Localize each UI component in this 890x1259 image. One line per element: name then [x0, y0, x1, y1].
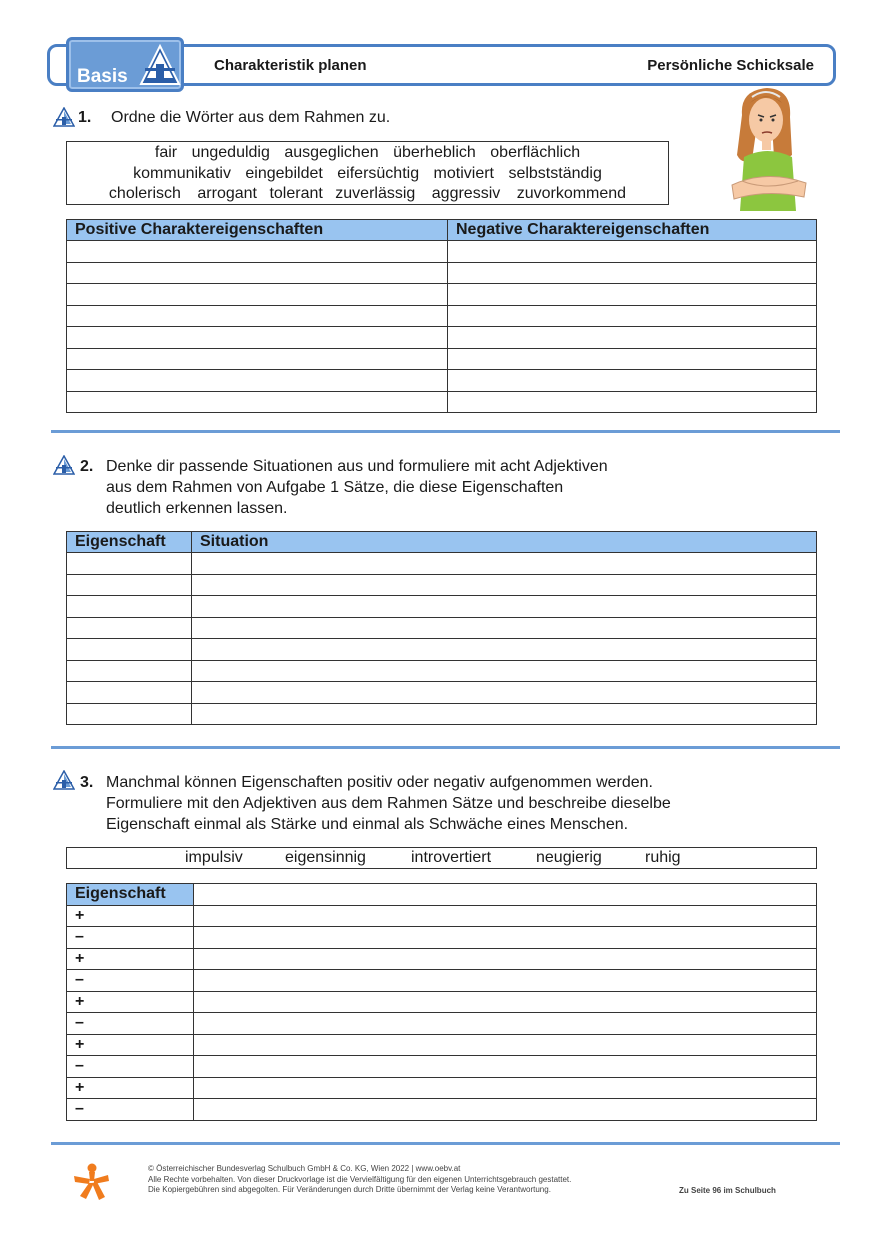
answer-cell[interactable] [192, 553, 817, 575]
table-row [67, 905, 817, 927]
table-row [67, 391, 817, 413]
word: kommunikativ [133, 164, 231, 182]
level-triangle-icon [139, 44, 181, 86]
word: eingebildet [245, 164, 323, 182]
basis-triangle-icon [53, 107, 75, 127]
table-row [67, 370, 817, 392]
table-row [67, 241, 817, 263]
answer-cell[interactable] [448, 262, 817, 284]
word-box [66, 141, 669, 205]
task-number: 3. [80, 774, 94, 791]
header-blank-cell [194, 884, 817, 906]
column-header-positive: Positive Charaktereigenschaften [67, 220, 448, 241]
table-row [67, 682, 817, 704]
table-row [67, 617, 817, 639]
word: ausgeglichen [284, 144, 379, 161]
table-row [67, 1099, 817, 1121]
column-header-trait: Eigenschaft [67, 884, 194, 906]
answer-cell[interactable] [448, 370, 817, 392]
answer-cell[interactable] [448, 348, 817, 370]
worksheet-title: Charakteristik planen [214, 57, 367, 74]
table-row [67, 327, 817, 349]
table-row [67, 305, 817, 327]
instruction-line: Formuliere mit den Adjektiven aus dem Rahmen Sätze und beschreibe dieselbe [106, 795, 671, 812]
task-number: 1. [78, 109, 92, 126]
answer-cell[interactable] [194, 927, 817, 949]
instruction-line: Denke dir passende Situationen aus und formuliere mit acht Adjektiven [106, 458, 608, 475]
table-row [67, 262, 817, 284]
answer-cell[interactable] [194, 948, 817, 970]
word: fair [154, 144, 178, 161]
answer-cell[interactable] [192, 703, 817, 725]
instruction-line: Manchmal können Eigenschaften positiv oder negativ aufgenommen werden. [106, 774, 653, 791]
sign-cell: + [67, 948, 194, 970]
answer-cell[interactable] [67, 703, 192, 725]
badge-label: Basis [77, 66, 128, 87]
word: arrogant [197, 185, 257, 202]
answer-cell[interactable] [67, 327, 448, 349]
answer-cell[interactable] [194, 1056, 817, 1078]
word-line [67, 184, 668, 205]
table-row [67, 553, 817, 575]
word-line [67, 164, 668, 185]
task-instruction [106, 772, 671, 835]
sign-cell: – [67, 1056, 194, 1078]
section-divider [51, 1142, 840, 1145]
word: überheblich [393, 144, 476, 161]
answer-cell[interactable] [448, 241, 817, 263]
answer-cell[interactable] [67, 660, 192, 682]
answer-cell[interactable] [448, 284, 817, 306]
textbook-reference: Zu Seite 96 im Schulbuch [679, 1186, 776, 1195]
word: oberflächlich [490, 144, 581, 161]
column-header-negative: Negative Charaktereigenschaften [448, 220, 817, 241]
instruction-line: Eigenschaft einmal als Stärke und einmal als Schwäche eines Menschen. [106, 816, 629, 833]
situation-table [66, 531, 817, 725]
answer-cell[interactable] [194, 905, 817, 927]
answer-cell[interactable] [194, 1077, 817, 1099]
word: selbstständig [508, 164, 602, 182]
character-traits-table [66, 219, 817, 413]
table-row [67, 574, 817, 596]
word: ruhig [645, 849, 681, 866]
strength-weakness-table [66, 883, 817, 1121]
task-instruction: Ordne die Wörter aus dem Rahmen zu. [111, 109, 391, 126]
instruction-line: aus dem Rahmen von Aufgabe 1 Sätze, die diese Eigenschaften [106, 479, 564, 496]
word-line [67, 143, 668, 164]
copyright-line: © Österreichischer Bundesverlag Schulbuch GmbH & Co. KG, Wien 2022 | www.oebv.at [148, 1164, 461, 1173]
table-row [67, 660, 817, 682]
sign-cell: + [67, 905, 194, 927]
table-row [67, 991, 817, 1013]
answer-cell[interactable] [448, 327, 817, 349]
sign-cell: + [67, 991, 194, 1013]
word: eigensinnig [285, 849, 366, 866]
table-row [67, 1056, 817, 1078]
table-row [67, 1034, 817, 1056]
word: zuvorkommend [516, 185, 627, 202]
answer-cell[interactable] [194, 1013, 817, 1035]
answer-cell[interactable] [194, 970, 817, 992]
answer-cell[interactable] [67, 348, 448, 370]
column-header-trait: Eigenschaft [67, 532, 192, 553]
table-row [67, 927, 817, 949]
answer-cell[interactable] [192, 574, 817, 596]
answer-cell[interactable] [192, 639, 817, 661]
answer-cell[interactable] [194, 1034, 817, 1056]
answer-cell[interactable] [194, 1099, 817, 1121]
answer-cell[interactable] [67, 617, 192, 639]
answer-cell[interactable] [192, 617, 817, 639]
answer-cell[interactable] [67, 574, 192, 596]
answer-cell[interactable] [67, 284, 448, 306]
answer-cell[interactable] [194, 991, 817, 1013]
sign-cell: – [67, 970, 194, 992]
table-row [67, 284, 817, 306]
table-row [67, 639, 817, 661]
sign-cell: – [67, 1013, 194, 1035]
word: tolerant [269, 185, 323, 202]
section-divider [51, 430, 840, 433]
worksheet-topic: Persönliche Schicksale [647, 57, 814, 74]
copyright-line: Alle Rechte vorbehalten. Von dieser Druckvorlage ist die Vervielfältigung für den eigenen Unterrichtsgebrauch gestattet. [148, 1174, 572, 1184]
word: ungeduldig [191, 144, 270, 161]
word: zuverlässig [335, 185, 416, 202]
sign-cell: + [67, 1077, 194, 1099]
answer-cell[interactable] [192, 682, 817, 704]
table-row [67, 348, 817, 370]
column-header-situation: Situation [192, 532, 817, 553]
answer-cell[interactable] [67, 596, 192, 618]
copyright-line: Die Kopiergebühren sind abgegolten. Für Veränderungen durch Dritte übernimmt der Verlag keine Verantwortung. [148, 1185, 551, 1194]
answer-cell[interactable] [67, 370, 448, 392]
word: aggressiv [431, 185, 501, 202]
level-badge [66, 37, 184, 92]
table-row [67, 1013, 817, 1035]
answer-cell[interactable] [67, 639, 192, 661]
word: motiviert [433, 164, 494, 182]
table-row [67, 970, 817, 992]
word: cholerisch [108, 185, 181, 202]
answer-cell[interactable] [67, 262, 448, 284]
table-row [67, 1077, 817, 1099]
word: neugierig [536, 849, 602, 866]
table-row [67, 948, 817, 970]
answer-cell[interactable] [67, 553, 192, 575]
table-row [67, 596, 817, 618]
basis-triangle-icon [53, 455, 75, 475]
section-divider [51, 746, 840, 749]
copyright-notice [148, 1164, 571, 1196]
word: introvertiert [411, 849, 492, 866]
answer-cell[interactable] [67, 391, 448, 413]
sign-cell: – [67, 927, 194, 949]
sign-cell: + [67, 1034, 194, 1056]
answer-cell[interactable] [67, 305, 448, 327]
answer-cell[interactable] [192, 596, 817, 618]
word: eifersüchtig [337, 164, 420, 182]
word: impulsiv [185, 849, 243, 866]
publisher-logo-icon [72, 1163, 110, 1201]
answer-cell[interactable] [448, 391, 817, 413]
instruction-line: deutlich erkennen lassen. [106, 500, 288, 517]
word-box [66, 847, 817, 869]
basis-triangle-icon [53, 770, 75, 790]
task-instruction [106, 456, 608, 519]
girl-illustration [722, 85, 814, 211]
answer-cell[interactable] [192, 660, 817, 682]
answer-cell[interactable] [67, 241, 448, 263]
sign-cell: – [67, 1099, 194, 1121]
answer-cell[interactable] [448, 305, 817, 327]
table-row [67, 703, 817, 725]
task-number: 2. [80, 458, 94, 475]
answer-cell[interactable] [67, 682, 192, 704]
